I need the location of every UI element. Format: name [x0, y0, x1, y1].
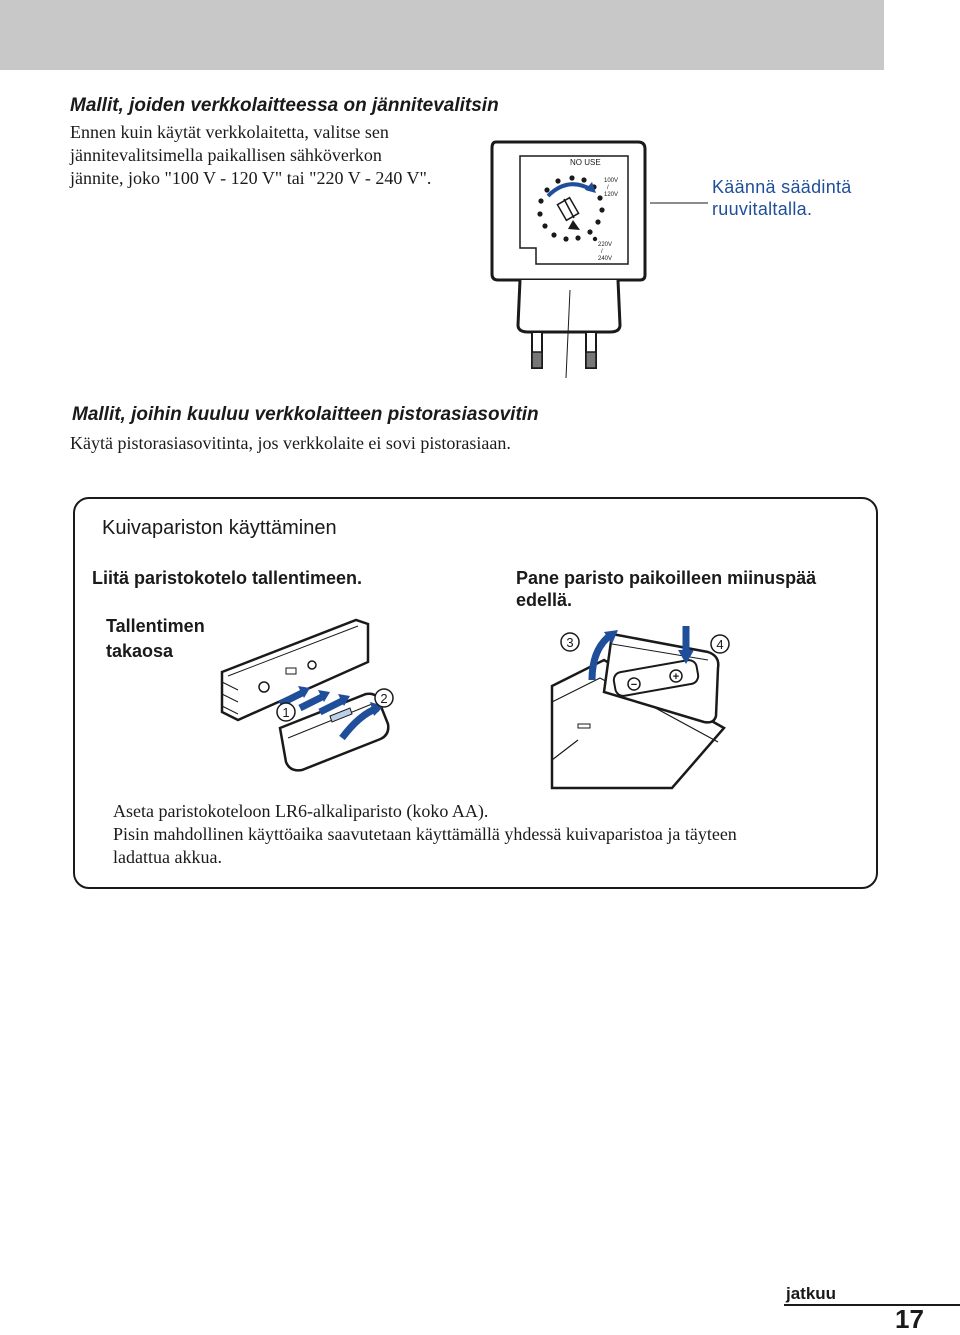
no-use-label: NO USE: [570, 158, 601, 167]
callout-line: Käännä säädintä: [712, 177, 852, 197]
section-title-plug-adaptor: Mallit, joihin kuuluu verkkolaitteen pistorasiasovitin: [72, 404, 539, 425]
step-number-3: 3: [566, 635, 574, 650]
battery-case-attach-illustration: [218, 612, 408, 772]
step-number-2: 2: [380, 691, 388, 706]
header-bar: [0, 0, 884, 70]
label-240v: 240V: [598, 256, 613, 262]
text-line: jännitevalitsimella paikallisen sähköverkon: [70, 145, 382, 165]
footer-rule: [784, 1304, 960, 1306]
section-plug-adaptor-text: Käytä pistorasiasovitinta, jos verkkolaite ei sovi pistorasiaan.: [70, 433, 511, 453]
step-number-4: 4: [716, 637, 724, 652]
label-sep-upper: /: [607, 185, 609, 191]
section-voltage-text: [70, 121, 431, 190]
label-line: edellä.: [516, 590, 573, 610]
label-220v: 220V: [598, 242, 613, 248]
callout-leader-line: [650, 198, 710, 208]
section-title-voltage-selector: Mallit, joiden verkkolaitteessa on jännitevalitsin: [70, 95, 499, 116]
minus-sign: −: [630, 679, 638, 691]
continued-label: jatkuu: [786, 1284, 837, 1303]
label-100v: 100V: [604, 178, 619, 184]
label-120v: 120V: [604, 192, 619, 198]
page-number: 17: [895, 1304, 924, 1334]
text-line: Pisin mahdollinen käyttöaika saavutetaan käyttämällä yhdessä kuivaparistoa ja täyteen: [113, 824, 737, 844]
text-line: jännite, joko "100 V - 120 V" tai "220 V - 240 V".: [70, 168, 432, 188]
battery-insert-illustration: [548, 620, 748, 790]
label-line: Tallentimen: [106, 616, 205, 636]
text-line: Aseta paristokoteloon LR6-alkaliparisto (koko AA).: [113, 801, 489, 821]
plus-sign: +: [672, 671, 680, 683]
callout-line: ruuvitaltalla.: [712, 199, 813, 219]
step-number-1: 1: [282, 705, 290, 720]
battery-box-title: Kuivapariston käyttäminen: [102, 517, 337, 539]
battery-info-text: [113, 800, 737, 869]
recorder-back-label: [106, 614, 205, 664]
screwdriver-callout: [712, 176, 852, 220]
step-attach-case-label: Liitä paristokotelo tallentimeen.: [92, 568, 363, 588]
label-line: Pane paristo paikoilleen miinuspää: [516, 568, 817, 588]
label-line: takaosa: [106, 641, 174, 661]
ac-adapter-illustration: [488, 140, 648, 385]
text-line: Ennen kuin käytät verkkolaitetta, valitse sen: [70, 122, 389, 142]
label-sep-lower: /: [601, 249, 603, 255]
step-insert-battery-label: [516, 567, 816, 611]
text-line: ladattua akkua.: [113, 847, 222, 867]
